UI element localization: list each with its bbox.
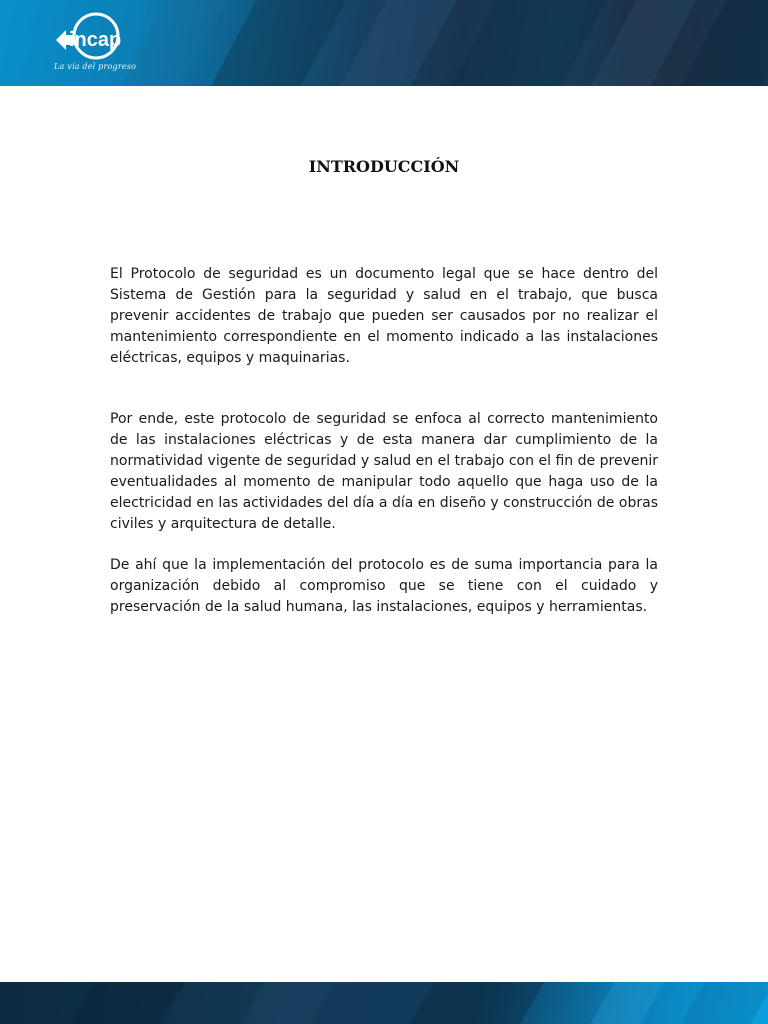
document-title: INTRODUCCIÓN <box>308 157 460 176</box>
logo-wordmark: incap <box>69 29 122 51</box>
paragraph-2: Por ende, este protocolo de seguridad se enfoca al correcto mantenimiento de las instalaciones eléctricas y de esta manera dar cumplimiento de la normatividad vigente de seguridad y salud en el trabajo con el fin de prevenir eventualidades al momento de manipular todo aquello que haga uso de la electricidad en las actividades del día a día en diseño y construcción de obras civiles y arquitectura de detalle. <box>110 411 658 532</box>
paragraph-1: El Protocolo de seguridad es un documento legal que se hace dentro del Sistema de Gestión para la seguridad y salud en el trabajo, que busca prevenir accidentes de trabajo que pueden ser causados por no realizar el mantenimiento correspondiente en el momento indicado a las instalaciones eléctricas, equipos y maquinarias. <box>110 266 658 366</box>
footer-banner <box>0 982 768 1024</box>
logo-tagline: La vía del progreso <box>54 62 137 71</box>
paragraph-3: De ahí que la implementación del protocolo es de suma importancia para la organización debido al compromiso que se tiene con el cuidado y preservación de la salud humana, las instalaciones, equipos y herramientas. <box>110 557 658 615</box>
header-banner <box>0 0 768 86</box>
